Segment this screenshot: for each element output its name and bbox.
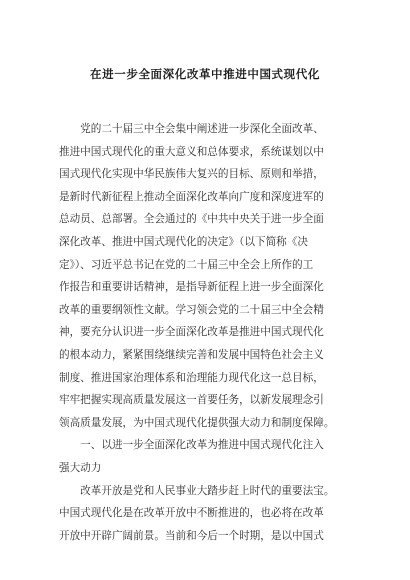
body-line: 推进中国式现代化的重大意义和总体要求，系统谋划以中 xyxy=(59,145,324,158)
body-line: 作报告和重要讲话精神，是指导新征程上进一步全面深化 xyxy=(59,281,324,294)
body-line: 国式现代化实现中华民族伟大复兴的目标、原则和举措， xyxy=(59,168,324,181)
body-line: 制度、推进国家治理体系和治理能力现代化这一总目标， xyxy=(59,371,324,384)
body-line: 改革的重要纲领性文献。学习领会党的二十届三中全会精 xyxy=(59,303,324,316)
body-line: 定》）、习近平总书记在党的二十届三中全会上所作的工 xyxy=(59,258,314,271)
body-line: 领高质量发展，为中国式现代化提供强大动力和制度保障。 xyxy=(59,416,335,429)
body-line: 是新时代新征程上推动全面深化改革向广度和深度进军的 xyxy=(59,190,324,203)
body-line: 总动员、总部署。全会通过的《中共中央关于进一步全面 xyxy=(59,213,324,226)
body-line: 开放中开辟广阔前景。当前和今后一个时期，是以中国式 xyxy=(59,529,324,542)
section-heading-line: 强大动力 xyxy=(59,461,102,474)
section-heading-line: 一、以进一步全面深化改革为推进中国式现代化注入 xyxy=(59,439,324,452)
body-line: 中国式现代化是在改革开放中不断推进的，也必将在改革 xyxy=(59,507,324,520)
document-body xyxy=(59,118,359,547)
body-line: 深化改革、推进中国式现代化的决定》（以下简称《决 xyxy=(59,235,308,248)
document-title: 在进一步全面深化改革中推进中国式现代化 xyxy=(90,67,320,81)
body-line: 党的二十届三中全会集中阐述进一步深化全面改革、 xyxy=(59,123,324,135)
body-line: 神，要充分认识进一步全面深化改革是推进中国式现代化 xyxy=(59,326,324,339)
body-line: 改革开放是党和人民事业大踏步赶上时代的重要法宝。 xyxy=(59,484,335,497)
body-line: 牢牢把握实现高质量发展这一首要任务，以新发展理念引 xyxy=(59,394,324,407)
body-line: 的根本动力，紧紧围绕继续完善和发展中国特色社会主义 xyxy=(59,348,324,361)
